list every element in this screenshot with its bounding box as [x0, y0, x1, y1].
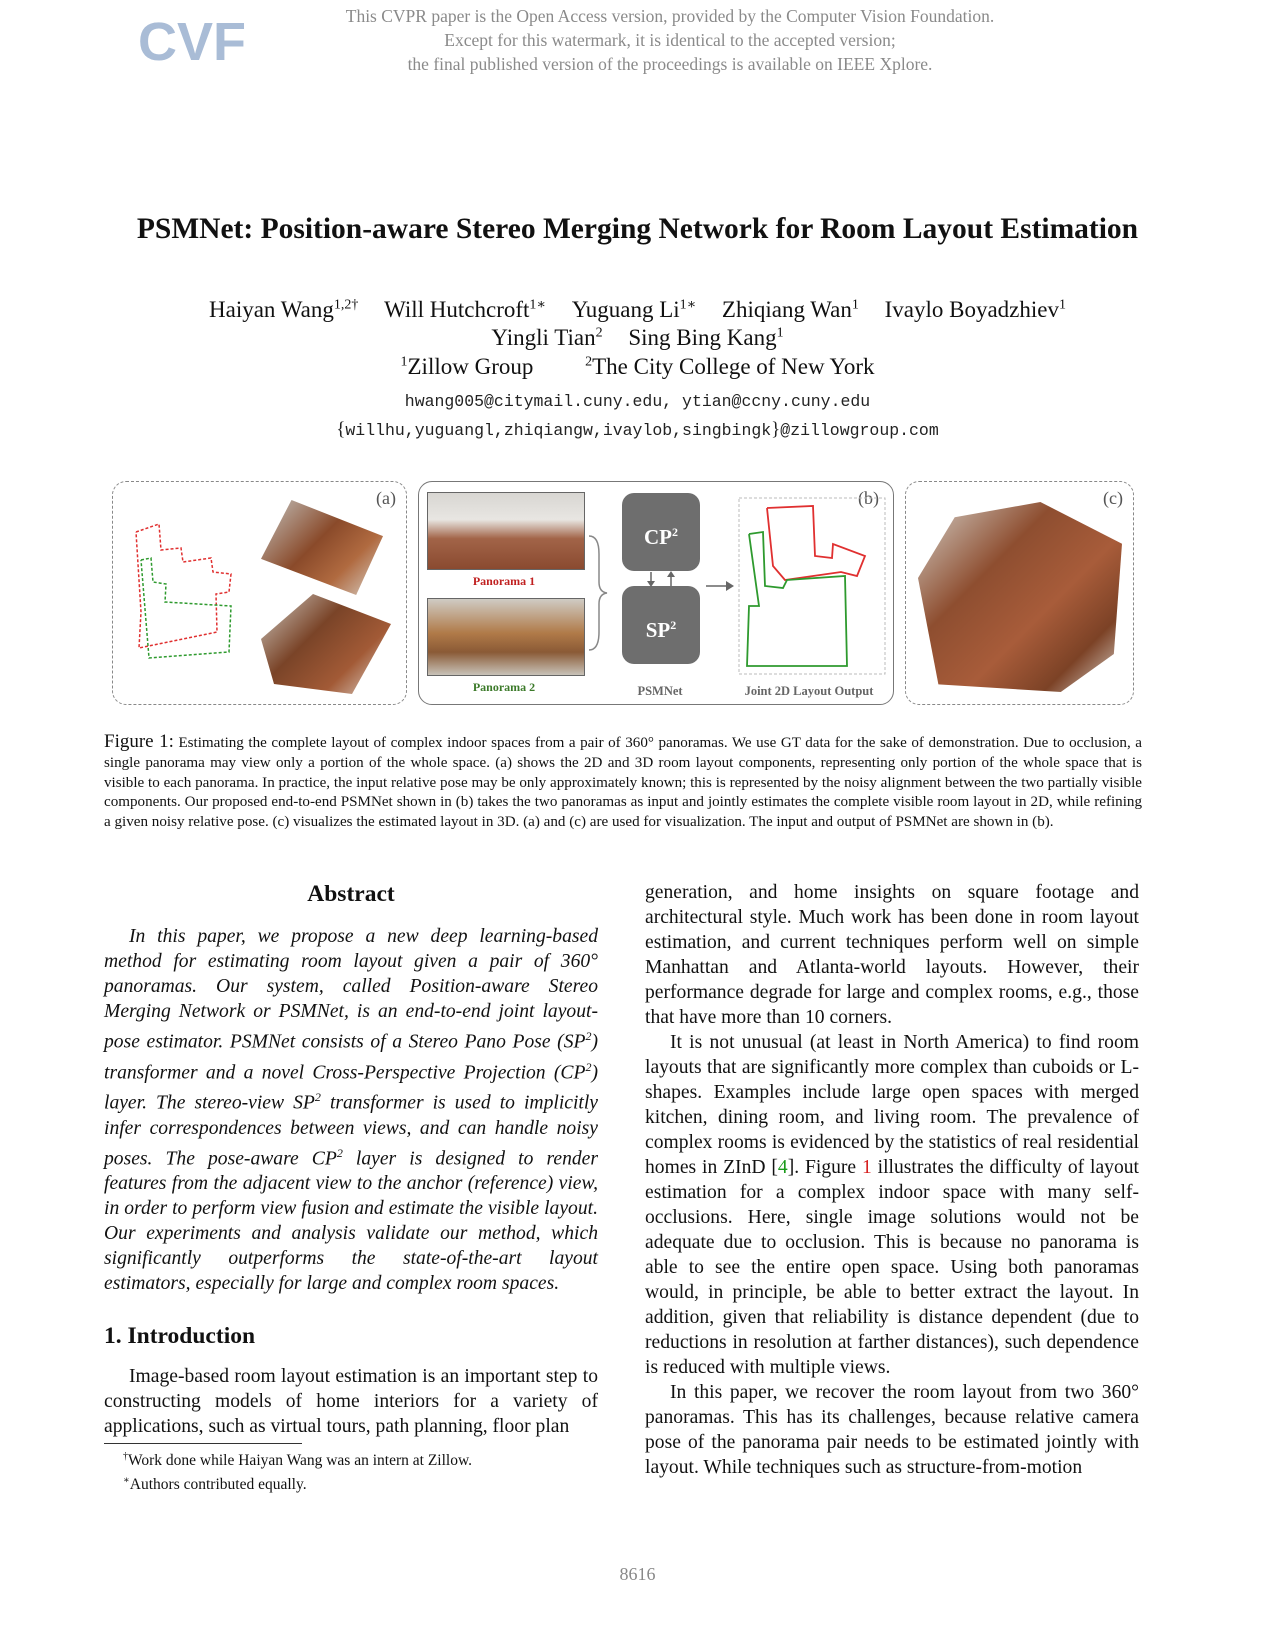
citation-link[interactable]: 4 [777, 1157, 788, 1178]
author: Yuguang $Li^{1∗}$ [571, 296, 697, 322]
author: Will Hutchcroft$^{1∗}$ [384, 296, 546, 322]
figure-reference-link[interactable]: 1 [861, 1157, 872, 1178]
author: Haiyan Wang$^{1,2\dagger}$ [209, 296, 359, 322]
watermark-notice [290, 4, 1050, 76]
panorama-image [427, 492, 585, 570]
affiliation: $^2$The City College of New York [585, 354, 875, 379]
author: Ivaylo Boyadzhiev$^1$ [884, 296, 1066, 322]
psmnet-label: PSMNet [637, 684, 683, 698]
affiliation: $^1$Zillow Group [400, 354, 534, 379]
author: Zhiqiang Wan$^1$ [721, 296, 859, 322]
watermark-line: This CVPR paper is the Open Access version, provided by the Computer Vision Foundation. [345, 6, 995, 26]
figure-panel-a [112, 481, 407, 705]
panel-label-a: (a) [376, 488, 396, 508]
bidirectional-arrows [639, 570, 683, 588]
figure-panel-c [905, 481, 1134, 705]
room-3d-view [918, 502, 1122, 692]
panorama-1-label: Panorama 1 [472, 574, 536, 588]
right-column [645, 880, 1139, 1480]
room-3d-view [261, 594, 391, 694]
email-line-1: hwang005@citymail.cuny.edu, ytian@ccny.cuny.edu [404, 392, 871, 411]
cvf-logo-text: CVF [138, 12, 246, 72]
panel-label-b: (b) [858, 488, 879, 508]
joint-layout-output [737, 496, 887, 676]
paragraph: It is not unusual (at least in North America) to find room layouts that are significantly more complex than cuboids or L-shapes. Examples include large open spaces with merged kitchen, dining room, and living room. The prevalence of complex rooms is evidenced by the statistics of real residential homes in ZInD [4]. Figure 1 illustrates the difficulty of layout estimation for a complex indoor space with many self-occlusions. Here, single image solutions would not be adequate due to occlusion. This is because no panorama is able to see the entire open space. Using both panoramas would, in principle, be able to better extract the layout. In addition, given that reliability is distance dependent (due to reductions in resolution at farther distances), such dependence is reduced with multiple views. [645, 1032, 1139, 1378]
paragraph: Image-based room layout estimation is an important step to constructing models of home interiors for a variety of applications, such as virtual tours, path planning, floor plan [104, 1366, 598, 1438]
panel-label-c: (c) [1103, 488, 1123, 508]
paragraph: generation, and home insights on square footage and architectural style. Much work has been done in room layout estimation, and current techniques perform well on simple Manhattan and Atlanta-world layouts. However, their performance degrade for large and complex rooms, e.g., those that have more than 10 corners. [645, 882, 1139, 1028]
section-heading: 1. Introduction [104, 1323, 256, 1350]
watermark-line: the final published version of the proceedings is available on IEEE Xplore. [407, 54, 933, 74]
paragraph: In this paper, we recover the room layout from two 360° panoramas. This has its challenges, because relative camera pose of the panorama pair needs to be estimated jointly with layout. While techniques such as structure-from-motion [645, 1382, 1139, 1478]
abstract-heading: Abstract [307, 881, 395, 907]
page-number: 8616 [619, 1564, 656, 1584]
panorama-2-label: Panorama 2 [472, 680, 536, 694]
watermark-line: Except for this watermark, it is identical to the accepted version; [444, 30, 896, 50]
author-list-line2 [40, 325, 1235, 351]
layout-2d-outlines [121, 512, 246, 662]
abstract-body: In this paper, we propose a new deep learning-based method for estimating room layout given a pair of 360° panoramas. Our system, called Position-aware Stereo Merging Network or PSMNet, is an end-to-end joint layout-pose estimator. PSMNet consists of a Stereo Pano Pose $(SP^2)$ transformer and a novel Cross-Perspective Projection $(CP^2)$ layer. The stereo-view $SP^2$ transformer is used to implicitly infer correspondences between views, and can handle noisy poses. The pose-aware $CP^2$ layer is designed to render features from the adjacent view to the anchor (reference) view, in order to perform view fusion and estimate the visible layout. Our experiments and analysis validate our method, which significantly outperforms the state-of-the-art layout estimators, especially for large and complex room spaces. [104, 926, 598, 1295]
footnotes [123, 1447, 472, 1495]
joint-output-label: Joint 2D Layout Output [744, 684, 874, 698]
figure-caption [104, 732, 1142, 833]
footnote-rule [104, 1443, 302, 1444]
footnote: †Work done while Haiyan Wang was an intern at Zillow. [123, 1451, 473, 1470]
author-list-line1 [40, 296, 1235, 323]
cp2-module: $CP^2$ [622, 493, 700, 571]
cvf-logo [138, 10, 246, 74]
curly-brace [587, 534, 609, 652]
paper-title: PSMNet: Position-aware Stereo Merging Network for Room Layout Estimation [136, 213, 1139, 245]
sp2-module: $SP^2$ [622, 586, 700, 664]
left-column [104, 880, 598, 1439]
panorama-image [427, 598, 585, 676]
figure-panel-b [418, 481, 894, 705]
footnote: ∗Authors contributed equally. [123, 1475, 307, 1494]
room-3d-view [261, 500, 383, 595]
caption-label: Figure 1: [104, 731, 174, 752]
author: Yingli Tian$^2$ [491, 325, 603, 350]
email-line-2: {willhu,yuguangl,zhiqiangw,ivaylob,singbingk}@zillowgroup.com [336, 419, 939, 440]
arrow-right-icon [706, 580, 734, 592]
caption-text: Estimating the complete layout of complex indoor spaces from a pair of 360° panoramas. We use GT data for the sake of demonstration. Due to occlusion, a single panorama may view only a portion of the whole space. (a) shows the 2D and 3D room layout components, representing only portion of the whole space that is visible to each panorama. In practice, the input relative pose may be only approximately known; this is represented by the noisy alignment between the two partially visible components. Our proposed end-to-end PSMNet shown in (b) takes the two panoramas as input and jointly estimates the complete visible room layout in 2D, while refining a given noisy relative pose. (c) visualizes the estimated layout in 3D. (a) and (c) are used for visualization. The input and output of PSMNet are shown in (b). [104, 735, 1142, 831]
affiliations [40, 354, 1235, 380]
author: Sing Bing Kang$^1$ [628, 325, 784, 350]
